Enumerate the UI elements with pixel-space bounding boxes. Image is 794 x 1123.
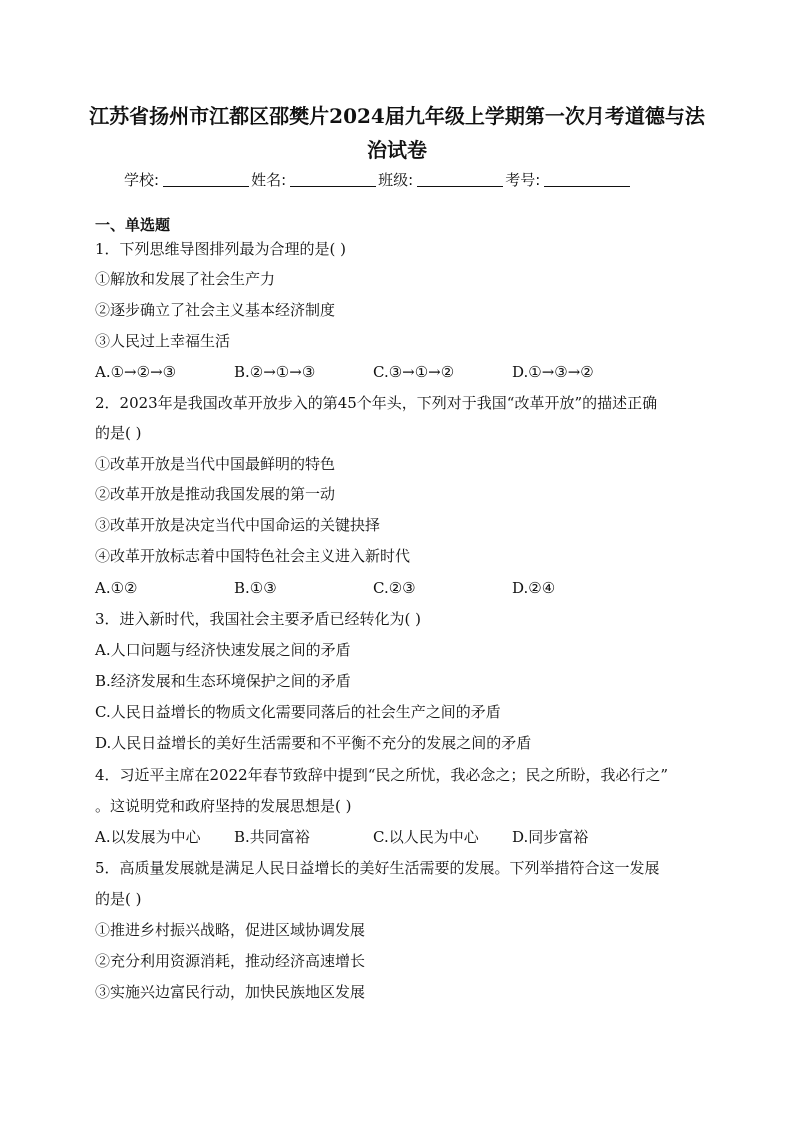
question-2-option-b: B.①③ — [234, 579, 277, 597]
student-info-row — [124, 168, 632, 190]
question-4-options — [95, 826, 715, 848]
question-4-option-d: D.同步富裕 — [512, 828, 589, 846]
question-4-option-a: A.以发展为中心 — [95, 828, 201, 846]
question-1-item-3: ③人民过上幸福生活 — [95, 332, 231, 350]
question-5-item-2: ②充分利用资源消耗，推动经济高速增长 — [95, 952, 366, 970]
question-2-item-2: ②改革开放是推动我国发展的第一动 — [95, 485, 336, 503]
question-2-option-a: A.①② — [95, 579, 138, 597]
question-4-option-b: B.共同富裕 — [234, 828, 310, 846]
page-title-line-2: 治试卷 — [367, 138, 427, 162]
section-heading: 一、单选题 — [95, 216, 171, 234]
question-5-item-1: ①推进乡村振兴战略，促进区域协调发展 — [95, 921, 366, 939]
class-blank — [417, 170, 503, 187]
question-1-options — [95, 361, 715, 383]
exam-number-label: 考号: — [505, 171, 541, 189]
question-2-item-3: ③改革开放是决定当代中国命运的关键抉择 — [95, 516, 381, 534]
question-2-options — [95, 577, 715, 599]
school-label: 学校: — [124, 171, 160, 189]
question-5-stem-line-1: 5．高质量发展就是满足人民日益增长的美好生活需要的发展。下列举措符合这一发展 — [95, 859, 660, 877]
question-1-stem: 1．下列思维导图排列最为合理的是( ) — [95, 240, 347, 258]
question-2-item-1: ①改革开放是当代中国最鲜明的特色 — [95, 455, 336, 473]
name-blank — [290, 170, 376, 187]
question-3-stem: 3．进入新时代，我国社会主要矛盾已经转化为( ) — [95, 610, 422, 628]
question-2-stem-line-2: 的是( ) — [95, 424, 142, 442]
page-title-line-1: 江苏省扬州市江都区邵樊片2024届九年级上学期第一次月考道德与法 — [89, 104, 705, 128]
question-3-option-a: A.人口问题与经济快速发展之间的矛盾 — [95, 641, 351, 659]
question-2-item-4: ④改革开放标志着中国特色社会主义进入新时代 — [95, 547, 411, 565]
name-label: 姓名: — [251, 171, 287, 189]
class-label: 班级: — [378, 171, 414, 189]
question-1-option-c: C.③→①→② — [373, 363, 455, 381]
question-1-item-2: ②逐步确立了社会主义基本经济制度 — [95, 301, 336, 319]
question-1-option-b: B.②→①→③ — [234, 363, 316, 381]
school-blank — [163, 170, 249, 187]
question-1-option-d: D.①→③→② — [512, 363, 594, 381]
question-3-option-c: C.人民日益增长的物质文化需要同落后的社会生产之间的矛盾 — [95, 703, 501, 721]
question-2-option-d: D.②④ — [512, 579, 556, 597]
question-3-option-d: D.人民日益增长的美好生活需要和不平衡不充分的发展之间的矛盾 — [95, 734, 532, 752]
question-5-item-3: ③实施兴边富民行动，加快民族地区发展 — [95, 983, 366, 1001]
exam-number-blank — [544, 170, 630, 187]
question-2-option-c: C.②③ — [373, 579, 416, 597]
question-2-stem-line-1: 2．2023年是我国改革开放步入的第45个年头，下列对于我国“改革开放”的描述正确 — [95, 394, 658, 412]
question-3-option-b: B.经济发展和生态环境保护之间的矛盾 — [95, 672, 351, 690]
question-4-option-c: C.以人民为中心 — [373, 828, 479, 846]
question-4-stem-line-2: 。这说明党和政府坚持的发展思想是( ) — [95, 797, 352, 815]
question-1-option-a: A.①→②→③ — [95, 363, 177, 381]
question-5-stem-line-2: 的是( ) — [95, 890, 142, 908]
question-4-stem-line-1: 4．习近平主席在2022年春节致辞中提到“民之所忧，我必念之；民之所盼，我必行之” — [95, 766, 669, 784]
question-1-item-1: ①解放和发展了社会生产力 — [95, 270, 276, 288]
